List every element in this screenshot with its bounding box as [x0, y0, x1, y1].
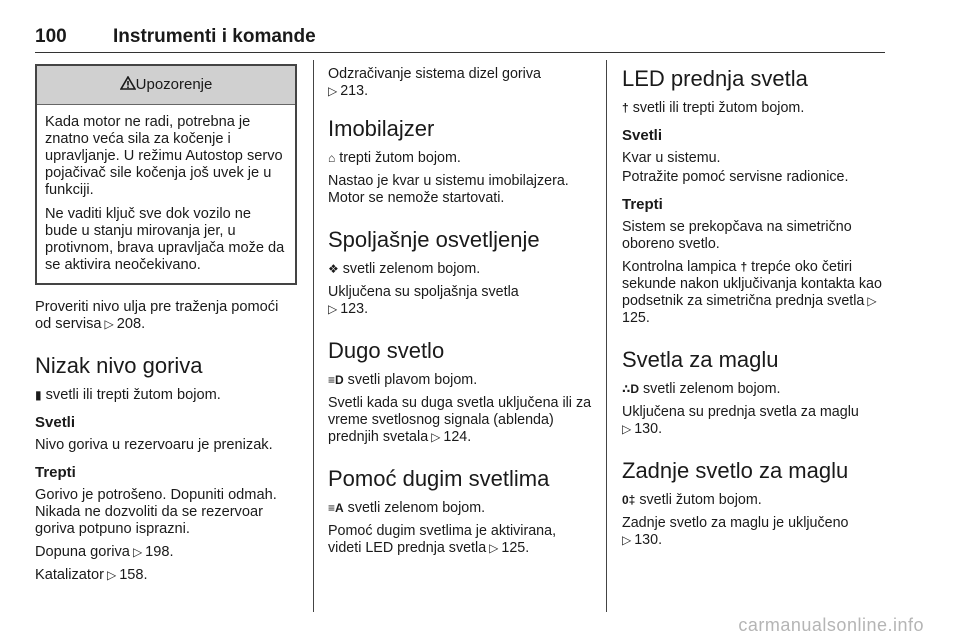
immobilizer-text: Nastao je kvar u sistemu imobilajzera. Motor se nemože startovati.	[328, 173, 569, 206]
fog-status: ∴D svetli zelenom bojom.	[622, 381, 781, 397]
page-ref: 130.	[634, 421, 663, 437]
rear-fog-status: 0‡ svetli žutom bojom.	[622, 492, 762, 508]
exterior-text: Uključena su spoljašnja svetla ▷ 123.	[328, 284, 519, 317]
led-flash-reminder: Kontrolna lampica † trepće oko četiri sekunde nakon uključivanja kontakta kao podsetnik za simetrična prednja svetla ▷125.	[622, 259, 882, 326]
reference-arrow-icon: ▷	[328, 302, 338, 316]
page-header	[35, 24, 885, 53]
fuel-pump-icon: ▮	[35, 388, 42, 402]
subheading-lit: Svetli	[622, 127, 663, 144]
reference-arrow-icon: ▷	[106, 568, 117, 582]
subheading-flash: Trepti	[35, 464, 76, 481]
led-status: † svetli ili trepti žutom bojom.	[622, 100, 805, 116]
led-lit-text: Potražite pomoć servisne radionice.	[622, 169, 849, 185]
subheading-lit: Svetli	[35, 414, 76, 431]
section-heading-high-beam-assist: Pomoć dugim svetlima	[328, 466, 550, 491]
reference-arrow-icon: ▷	[104, 317, 114, 331]
catalyst-paragraph: Katalizator ▷ 158.	[35, 567, 148, 583]
warning-box	[35, 64, 297, 285]
section-heading-led-headlights: LED prednja svetla	[622, 66, 808, 91]
reference-arrow-icon: ▷	[431, 430, 441, 444]
fuel-status: ▮ svetli ili trepti žutom bojom.	[35, 387, 221, 403]
column-divider	[313, 60, 314, 612]
high-beam-icon: ≡D	[328, 373, 344, 387]
warning-text: Ne vaditi ključ sve dok vozilo ne bude u stanju mirovanja jer, u protivnom, brava upravljača može da se aktivira neočekivano.	[45, 206, 285, 273]
led-headlight-icon: †	[740, 260, 748, 274]
page-ref: 158.	[119, 567, 148, 583]
assist-text: Pomoć dugim svetlima je aktivirana, videti LED prednja svetla ▷ 125.	[328, 523, 557, 556]
high-beam-status: ≡D svetli plavom bojom.	[328, 372, 478, 388]
led-flash-text: Sistem se prekopčava na simetrično oboreno svetlo.	[622, 219, 852, 252]
section-heading-high-beam: Dugo svetlo	[328, 338, 445, 363]
reference-arrow-icon: ▷	[622, 533, 632, 547]
page-ref: 125.	[622, 310, 650, 326]
page-ref: 123.	[340, 301, 369, 317]
page-title: Instrumenti i komande	[113, 26, 316, 47]
column-1	[35, 64, 297, 590]
page-ref: 124.	[443, 429, 472, 445]
high-beam-text: Svetli kada su duga svetla uključena ili za vreme svetlosnog signala (ablenda) prednjih svetala ▷ 124.	[328, 395, 592, 445]
column-3	[622, 66, 890, 555]
page-ref: 130.	[634, 532, 663, 548]
section-heading-fog-lights: Svetla za maglu	[622, 347, 779, 372]
page-ref: 213.	[340, 83, 369, 99]
page-ref: 208.	[116, 316, 146, 332]
watermark: carmanualsonline.info	[738, 615, 924, 635]
column-2	[328, 66, 593, 563]
diesel-paragraph: Odzračivanje sistema dizel goriva ▷ 213.	[328, 66, 541, 99]
fuel-lit-text: Nivo goriva u rezervoaru je prenizak.	[35, 437, 273, 453]
warning-triangle-icon	[120, 76, 136, 90]
section-heading-rear-fog-light: Zadnje svetlo za maglu	[622, 458, 849, 483]
exterior-light-icon: ❖	[328, 262, 339, 276]
page-number: 100	[35, 26, 67, 47]
rear-fog-text: Zadnje svetlo za maglu je uključeno ▷ 130.	[622, 515, 849, 548]
reference-arrow-icon: ▷	[622, 422, 632, 436]
car-key-icon: ⌂	[328, 151, 336, 165]
page-ref: 198.	[145, 544, 174, 560]
warning-text: Kada motor ne radi, potrebna je znatno veća sila za kočenje i upravljanje. U režimu Autostop servo pojačivač sile kočenja još uvek je u funkciji.	[45, 114, 283, 198]
immobilizer-status: ⌂ trepti žutom bojom.	[328, 150, 461, 166]
led-lit-text: Kvar u sistemu.	[622, 150, 721, 166]
column-divider	[606, 60, 607, 612]
section-heading-immobilizer: Imobilajzer	[328, 116, 435, 141]
refuel-paragraph: Dopuna goriva ▷ 198.	[35, 544, 174, 560]
section-heading-fuel: Nizak nivo goriva	[35, 353, 203, 378]
fuel-flash-text: Gorivo je potrošeno. Dopuniti odmah. Nikada ne dozvoliti da se rezervoar goriva potpuno isprazni.	[35, 487, 277, 537]
led-headlight-icon: †	[622, 101, 629, 115]
reference-arrow-icon: ▷	[132, 545, 143, 559]
warning-title: Upozorenje	[135, 76, 213, 93]
reference-arrow-icon: ▷	[328, 84, 338, 98]
oil-paragraph: Proveriti nivo ulja pre traženja pomoći od servisa ▷ 208.	[35, 299, 279, 332]
subheading-flash: Trepti	[622, 196, 663, 213]
assist-status: ≡A svetli zelenom bojom.	[328, 500, 486, 516]
warning-header	[37, 66, 295, 105]
exterior-status: ❖ svetli zelenom bojom.	[328, 261, 481, 277]
rear-fog-light-icon: 0‡	[622, 493, 636, 507]
section-heading-exterior-lights: Spoljašnje osvetljenje	[328, 227, 540, 252]
page-ref: 125.	[501, 540, 530, 556]
front-fog-light-icon: ∴D	[622, 382, 640, 396]
high-beam-assist-icon: ≡A	[328, 501, 344, 515]
reference-arrow-icon: ▷	[489, 541, 499, 555]
reference-arrow-icon: ▷	[867, 294, 877, 308]
fog-text: Uključena su prednja svetla za maglu ▷ 130.	[622, 404, 859, 437]
